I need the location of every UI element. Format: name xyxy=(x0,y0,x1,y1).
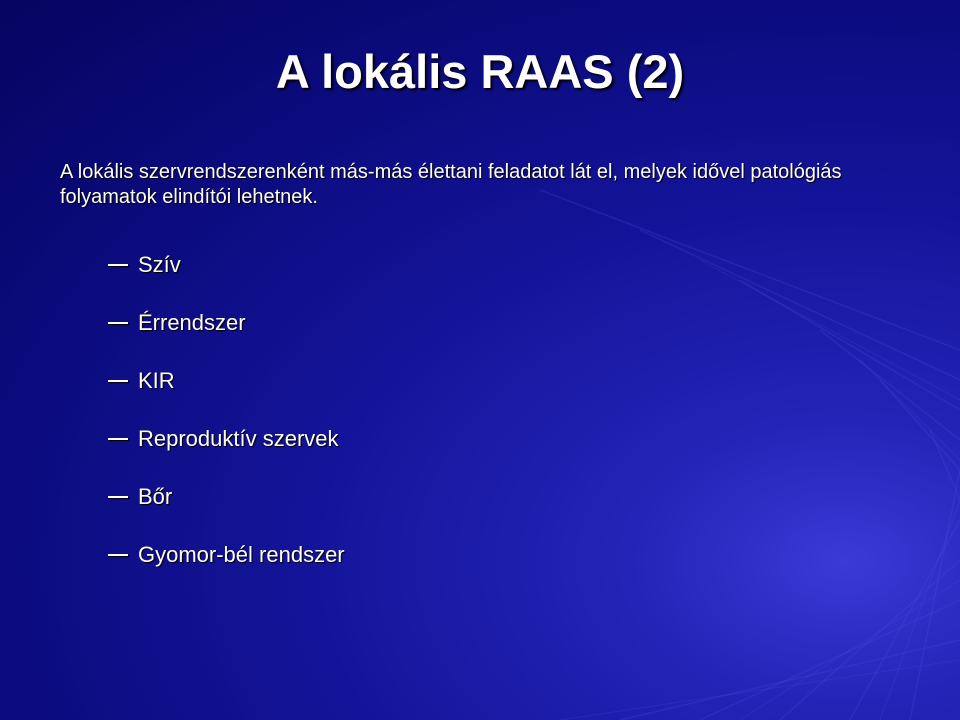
organ-list xyxy=(108,236,345,584)
list-item-label: Szív xyxy=(138,252,181,277)
slide-title: A lokális RAAS (2) xyxy=(275,45,685,98)
dash-bullet-icon xyxy=(108,496,128,498)
list-item-label: Reproduktív szervek xyxy=(138,426,339,451)
dash-bullet-icon xyxy=(108,322,128,324)
list-item-label: KIR xyxy=(138,368,175,393)
list-item xyxy=(108,468,345,526)
list-item xyxy=(108,236,345,294)
list-item-label: Érrendszer xyxy=(138,310,246,335)
dash-bullet-icon xyxy=(108,438,128,440)
intro-paragraph: A lokális szervrendszerenként más-más élettani feladatot lát el, melyek idővel patológiás folyamatok elindítói lehetnek. xyxy=(60,161,842,208)
list-item-label: Bőr xyxy=(138,484,173,509)
dash-bullet-icon xyxy=(108,380,128,382)
list-item xyxy=(108,294,345,352)
list-item xyxy=(108,352,345,410)
list-item xyxy=(108,526,345,584)
dash-bullet-icon xyxy=(108,554,128,556)
list-item xyxy=(108,410,345,468)
dash-bullet-icon xyxy=(108,264,128,266)
list-item-label: Gyomor-bél rendszer xyxy=(138,542,345,567)
